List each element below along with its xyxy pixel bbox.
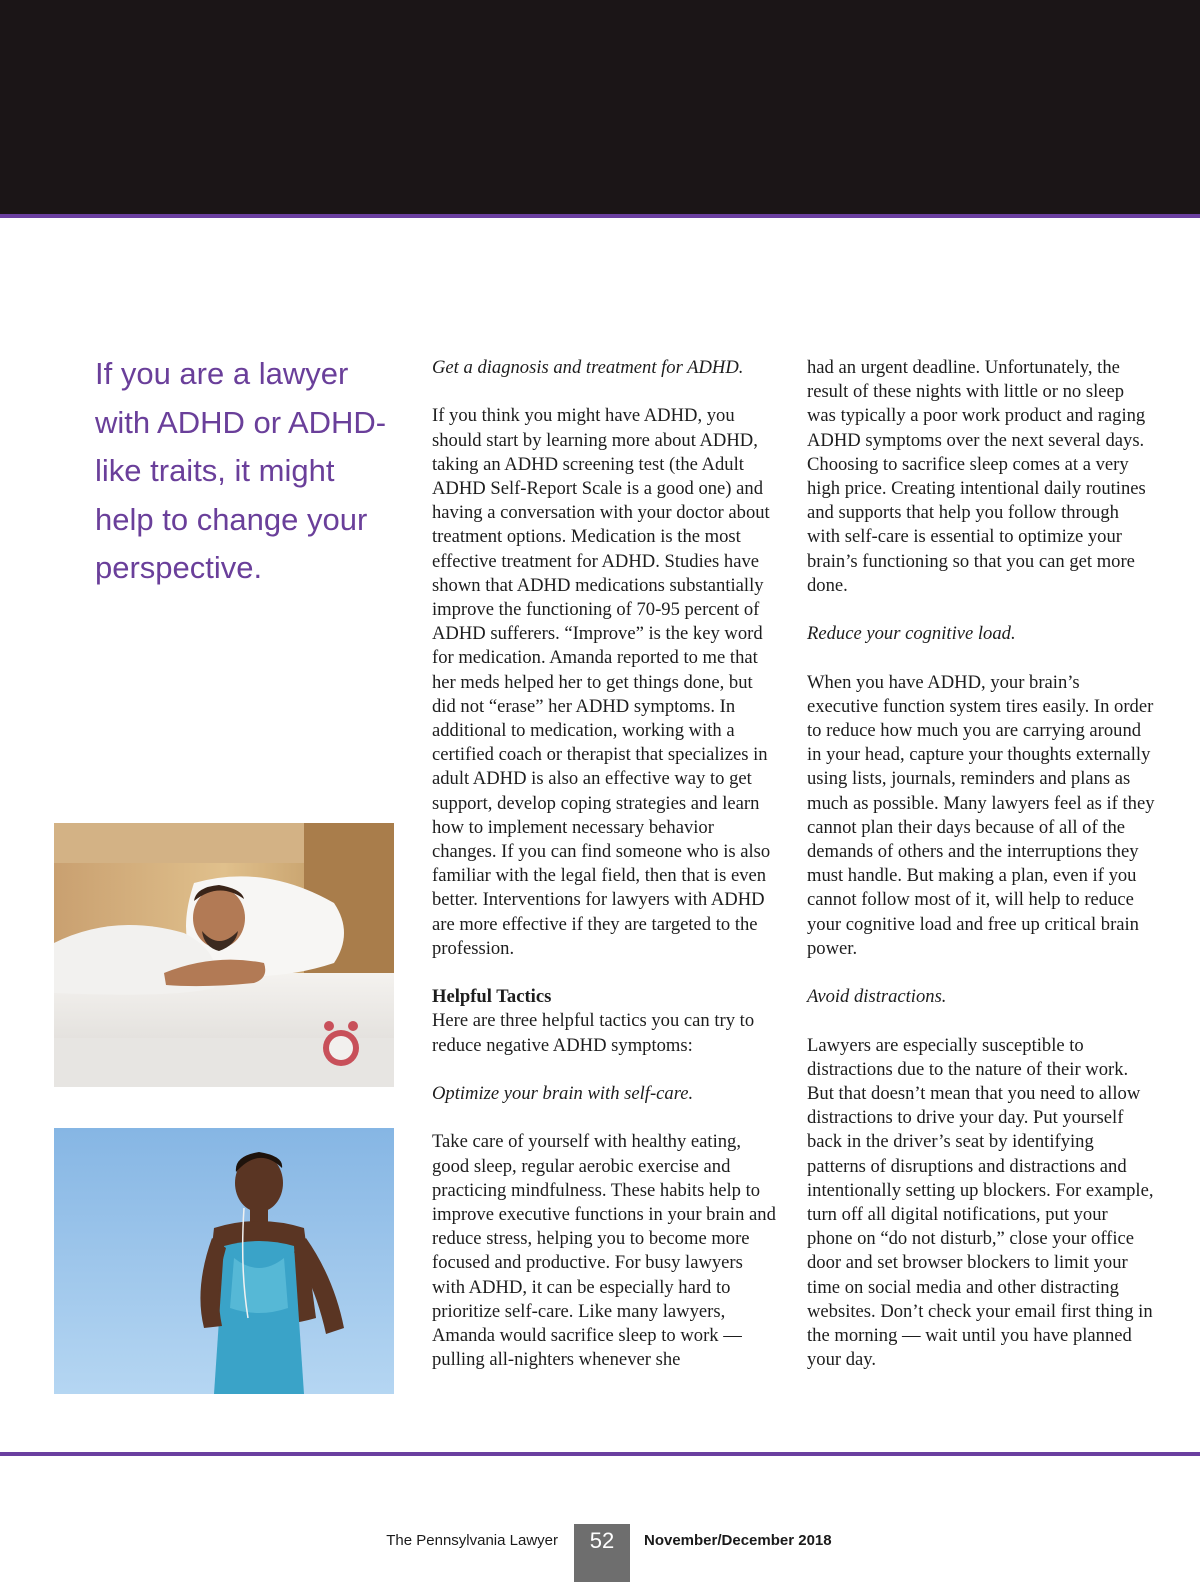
subheading-self-care: Optimize your brain with self-care. <box>432 1083 694 1105</box>
subheading-cognitive-load: Reduce your cognitive load. <box>807 623 1016 645</box>
paragraph-self-care: Take care of yourself with healthy eating, good sleep, regular aerobic exercise and practicing mindfulness. These habits help to improve executive functions in your brain and reduce stress, helping you to become more focused and productive. For busy lawyers with ADHD, it can be especially hard to prioritize self-care. Like many lawyers, Amanda would sacrifice sleep to work — pulling all-nighters whenever she <box>432 1131 776 1371</box>
heading-helpful-tactics: Helpful Tactics <box>432 986 552 1008</box>
header-rule <box>0 214 1200 218</box>
paragraph-diagnosis: If you think you might have ADHD, you should start by learning more about ADHD, taking an ADHD screening test (the Adult ADHD Self-Report Scale is a good one) and having a conversation with your doctor about treatment options. Medication is the most effective treatment for ADHD. Studies have shown that ADHD medications substantially improve the functioning of 70-95 percent of ADHD sufferers. “Improve” is the key word for medication. Amanda reported to me that her meds helped her to get things done, but did not “erase” her ADHD symptoms. In additional to medication, working with a certified coach or therapist that specializes in adult ADHD is also an effective way to get support, develop coping strategies and learn how to implement necessary behavior changes. If you can find someone who is also familiar with the legal field, then that is even better. Interventions for lawyers with ADHD are more effective if they are targeted to the profession. <box>432 405 771 959</box>
footer-publication: The Pennsylvania Lawyer <box>386 1532 558 1549</box>
paragraph-distractions: Lawyers are especially susceptible to distractions due to the nature of their work. But that doesn’t mean that you need to allow distractions to drive your day. Put yourself back in the driver’s seat by identifying patterns of disruptions and distractions and intentionally setting up blockers. For example, turn off all digital notifications, put your phone on “do not disturb,” close your office door and set browser blockers to limit your time on social media and other distracting websites. Don’t check your email first thing in the morning — wait until you have planned your day. <box>807 1034 1154 1371</box>
running-woman-photo <box>54 1128 394 1394</box>
page-number: 52 <box>574 1524 630 1582</box>
footer-issue-date: November/December 2018 <box>644 1532 832 1549</box>
body-column-1 <box>432 356 778 1372</box>
sleeping-man-photo <box>54 823 394 1087</box>
paragraph-cognitive-load: When you have ADHD, your brain’s executive function system tires easily. In order to reduce how much you are carrying around in your head, capture your thoughts externally using lists, journals, reminders and plans as much as possible. Many lawyers feel as if they cannot plan their days because of all of the demands of others and the interruptions they must handle. But making a plan, even if you cannot follow most of it, will help to reduce your cognitive load and free up critical brain power. <box>807 671 1155 959</box>
subheading-distractions: Avoid distractions. <box>807 986 947 1008</box>
paragraph-tactics-intro: Here are three helpful tactics you can try to reduce negative ADHD symptoms: <box>432 1010 755 1056</box>
paragraph-self-care-cont: had an urgent deadline. Unfortunately, the result of these nights with little or no sleep was typically a poor work product and raging ADHD symptoms over the next several days. Choosing to sacrifice sleep comes at a very high price. Creating intentional daily routines and supports that help you follow through with self-care is essential to optimize your brain’s functioning so that you can get more done. <box>807 357 1146 596</box>
body-column-2 <box>807 356 1155 1372</box>
pull-quote: If you are a lawyer with ADHD or ADHD-like traits, it might help to change your perspective. <box>95 356 387 585</box>
header-band <box>0 0 1200 214</box>
subheading-diagnosis: Get a diagnosis and treatment for ADHD. <box>432 357 744 378</box>
footer-rule <box>0 1452 1200 1456</box>
